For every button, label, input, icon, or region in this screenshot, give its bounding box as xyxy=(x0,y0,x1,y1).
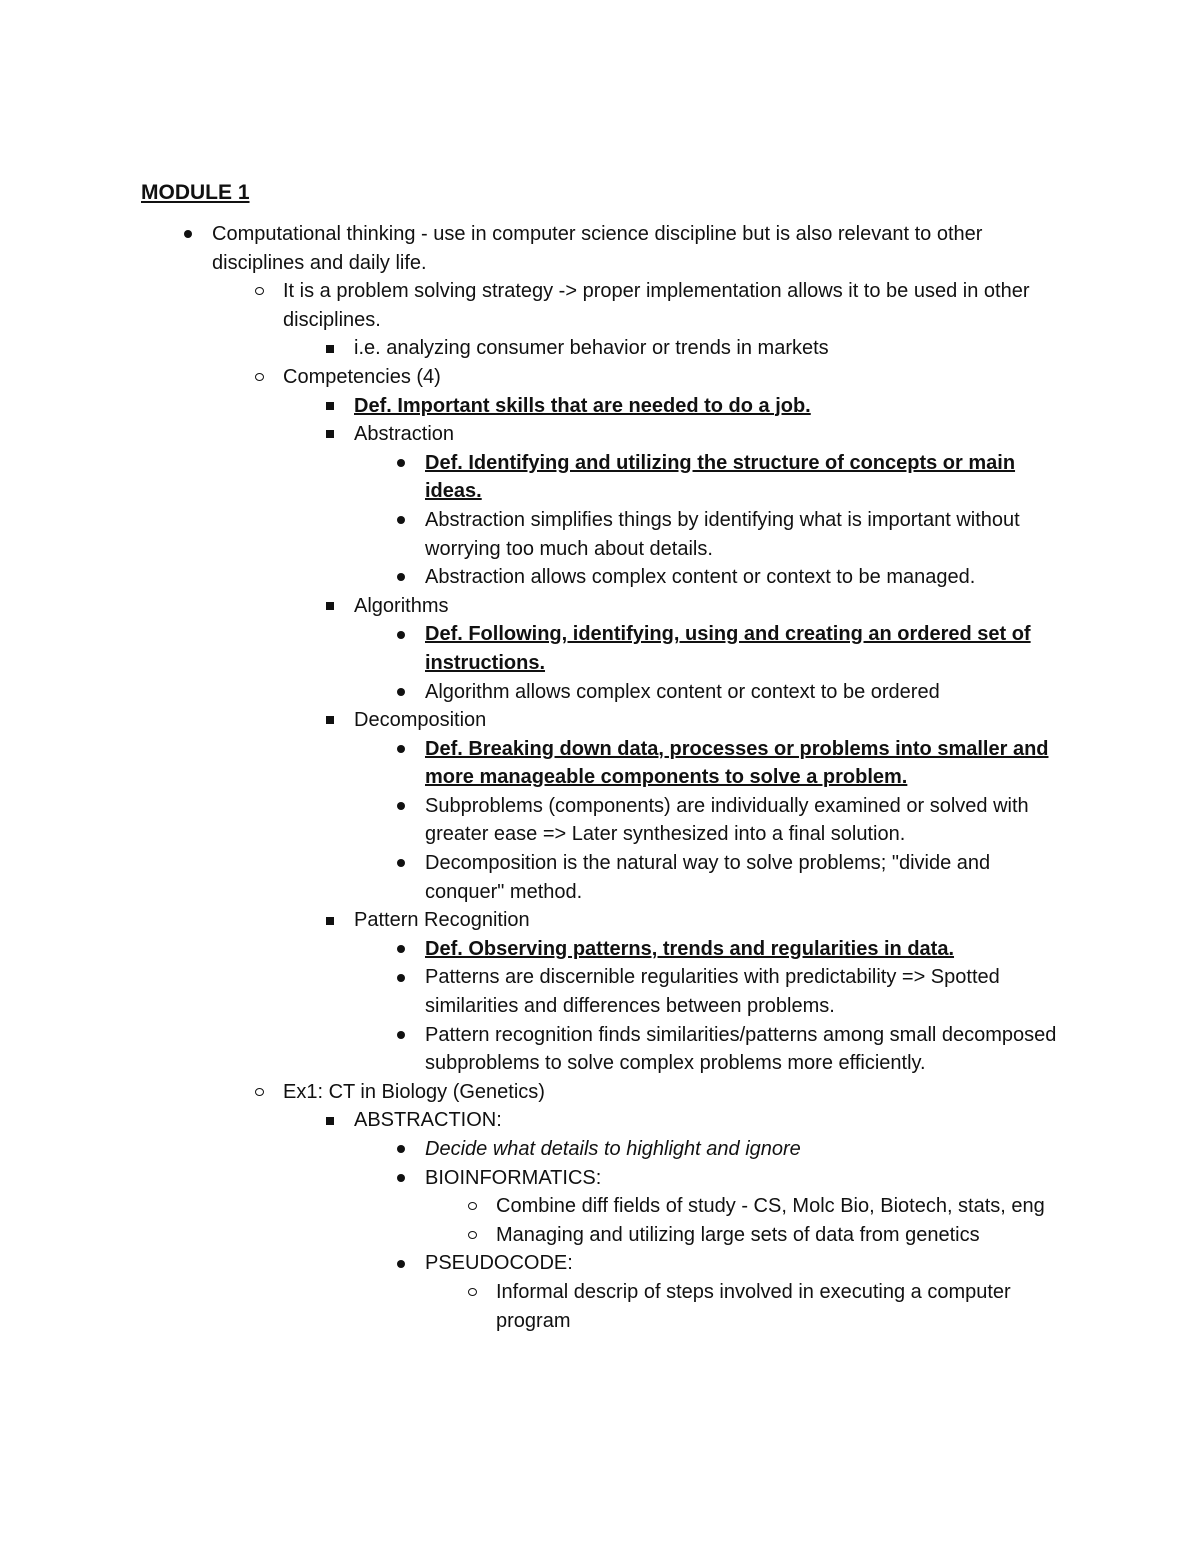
sub-list xyxy=(354,334,1062,363)
list-item xyxy=(496,1192,1062,1221)
list-item xyxy=(496,1221,1062,1250)
list-item xyxy=(425,620,1062,677)
square-bullet-icon xyxy=(320,1106,340,1135)
list-item xyxy=(354,334,1062,363)
list-item xyxy=(354,392,1062,421)
item-text: Decomposition xyxy=(354,709,487,732)
item-text: Combine diff fields of study - CS, Molc Bio, Biotech, stats, eng xyxy=(496,1195,1045,1218)
item-text: Pattern Recognition xyxy=(354,909,530,932)
item-text: It is a problem solving strategy -> proper implementation allows it to be used in other disciplines. xyxy=(283,280,1030,331)
filled-dot-bullet-icon xyxy=(391,1249,411,1278)
sub-list xyxy=(354,1106,1062,1335)
square-bullet-icon xyxy=(320,420,340,449)
item-text: ABSTRACTION: xyxy=(354,1109,502,1132)
item-text: PSEUDOCODE: xyxy=(425,1252,573,1275)
filled-dot-bullet-icon xyxy=(391,449,411,478)
item-text: Decide what details to highlight and ignore xyxy=(425,1138,801,1160)
list-item xyxy=(425,935,1062,964)
list-item xyxy=(283,277,1062,363)
list-item xyxy=(354,906,1062,1078)
sub-list xyxy=(425,620,1062,706)
sub-list xyxy=(425,1135,1062,1335)
sub-list xyxy=(425,449,1062,592)
square-bullet-icon xyxy=(320,906,340,935)
list-item xyxy=(425,1164,1062,1250)
sub-list xyxy=(283,277,1062,1335)
filled-dot-bullet-icon xyxy=(391,935,411,964)
item-text: Algorithm allows complex content or context to be ordered xyxy=(425,680,940,703)
list-item xyxy=(354,706,1062,906)
item-text: Pattern recognition finds similarities/patterns among small decomposed subproblems to solve complex problems more efficiently. xyxy=(425,1023,1057,1075)
square-bullet-icon xyxy=(320,334,340,363)
hollow-circle-bullet-icon xyxy=(249,277,269,306)
filled-dot-bullet-icon xyxy=(391,620,411,649)
sub-list xyxy=(496,1278,1062,1335)
hollow-circle-bullet-icon xyxy=(462,1278,482,1307)
sub-list xyxy=(354,392,1062,1078)
definition-text: Def. Breaking down data, processes or problems into smaller and more manageable components to solve a problem. xyxy=(425,737,1049,789)
item-text: Managing and utilizing large sets of data from genetics xyxy=(496,1223,980,1246)
square-bullet-icon xyxy=(320,706,340,735)
square-bullet-icon xyxy=(320,592,340,621)
item-text: Algorithms xyxy=(354,594,449,617)
item-text: Informal descrip of steps involved in executing a computer program xyxy=(496,1280,1011,1332)
list-item xyxy=(425,963,1062,1020)
list-item xyxy=(496,1278,1062,1335)
filled-dot-bullet-icon xyxy=(391,678,411,707)
filled-dot-bullet-icon xyxy=(178,220,198,249)
sub-list xyxy=(425,735,1062,907)
list-item xyxy=(425,1249,1062,1335)
item-text: Subproblems (components) are individually examined or solved with greater ease => Later synthesized into a final solution. xyxy=(425,794,1029,846)
sub-list xyxy=(425,935,1062,1078)
hollow-circle-bullet-icon xyxy=(462,1192,482,1221)
filled-dot-bullet-icon xyxy=(391,563,411,592)
list-item xyxy=(425,506,1062,563)
filled-dot-bullet-icon xyxy=(391,1164,411,1193)
list-item xyxy=(425,449,1062,506)
item-text: Abstraction xyxy=(354,423,455,446)
list-item xyxy=(354,1106,1062,1335)
list-item xyxy=(425,563,1062,592)
definition-text: Def. Important skills that are needed to do a job. xyxy=(354,394,811,417)
item-text: Ex1: CT in Biology (Genetics) xyxy=(283,1080,545,1103)
filled-dot-bullet-icon xyxy=(391,506,411,535)
list-item xyxy=(354,592,1062,706)
list-item xyxy=(425,792,1062,849)
filled-dot-bullet-icon xyxy=(391,1135,411,1164)
item-text: Abstraction simplifies things by identifying what is important without worrying too much about details. xyxy=(425,508,1020,560)
list-item xyxy=(212,220,1062,1335)
list-item xyxy=(283,363,1062,1078)
item-text: Patterns are discernible regularities with predictability => Spotted similarities and differences between problems. xyxy=(425,966,1000,1018)
item-text: Computational thinking - use in computer science discipline but is also relevant to other disciplines and daily life. xyxy=(212,223,983,274)
item-text: Decomposition is the natural way to solve problems; "divide and conquer" method. xyxy=(425,852,991,903)
item-text: i.e. analyzing consumer behavior or trends in markets xyxy=(354,337,829,360)
filled-dot-bullet-icon xyxy=(391,735,411,764)
definition-text: Def. Following, identifying, using and creating an ordered set of instructions. xyxy=(425,623,1031,674)
hollow-circle-bullet-icon xyxy=(462,1221,482,1250)
list-item xyxy=(425,678,1062,707)
page-title: MODULE 1 xyxy=(141,181,250,204)
hollow-circle-bullet-icon xyxy=(249,1078,269,1107)
item-text: BIOINFORMATICS: xyxy=(425,1166,602,1189)
list-item xyxy=(425,735,1062,792)
sub-list xyxy=(496,1192,1062,1249)
square-bullet-icon xyxy=(320,392,340,421)
list-item xyxy=(425,1021,1062,1078)
filled-dot-bullet-icon xyxy=(391,792,411,821)
outline-list xyxy=(212,220,1062,1335)
filled-dot-bullet-icon xyxy=(391,963,411,992)
definition-text: Def. Observing patterns, trends and regularities in data. xyxy=(425,937,955,960)
list-item xyxy=(354,420,1062,592)
filled-dot-bullet-icon xyxy=(391,849,411,878)
item-text: Abstraction allows complex content or context to be managed. xyxy=(425,566,976,589)
filled-dot-bullet-icon xyxy=(391,1021,411,1050)
definition-text: Def. Identifying and utilizing the structure of concepts or main ideas. xyxy=(425,451,1016,503)
list-item xyxy=(283,1078,1062,1335)
list-item xyxy=(425,849,1062,906)
hollow-circle-bullet-icon xyxy=(249,363,269,392)
item-text: Competencies (4) xyxy=(283,365,441,388)
list-item xyxy=(425,1135,1062,1164)
